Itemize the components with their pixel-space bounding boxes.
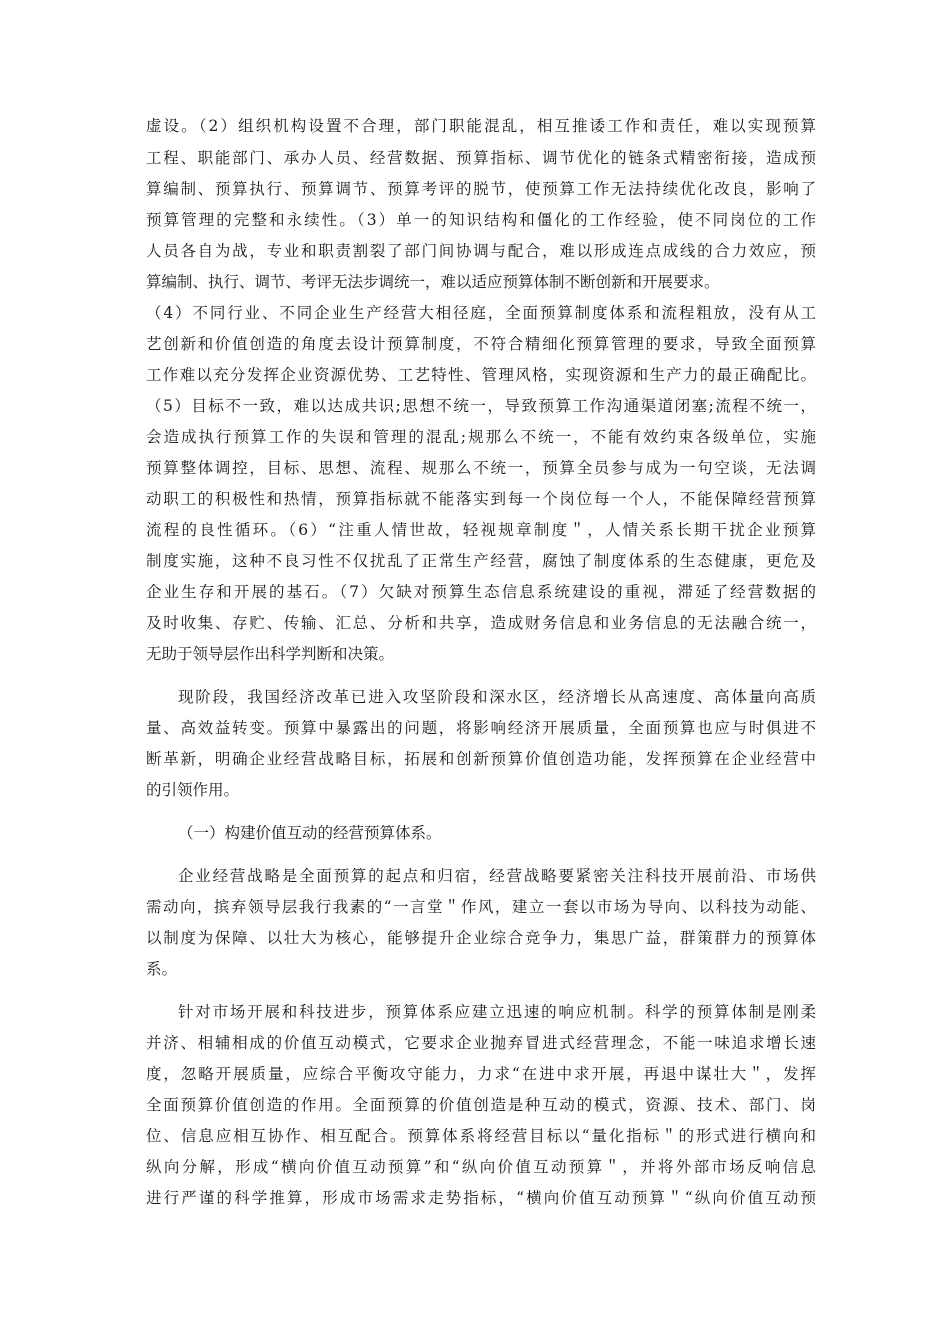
text-line: 位、信息应相互协作、相互配合。预算体系将经营目标以“量化指标＂的形式进行横向和 (146, 1127, 816, 1145)
text-line: 预算管理的完整和永续性。（3）单一的知识结构和僵化的工作经验，使不同岗位的工作 (146, 211, 816, 229)
text-line: 算编制、执行、调节、考评无法步调统一，难以适应预算体制不断创新和开展要求。 (146, 273, 720, 291)
text-line: 针对市场开展和科技进步，预算体系应建立迅速的响应机制。科学的预算体制是刚柔 (178, 1003, 816, 1021)
text-line: 虚设。（2）组织机构设置不合理，部门职能混乱，相互推诿工作和责任，难以实现预算 (146, 117, 816, 135)
text-line: 算编制、预算执行、预算调节、预算考评的脱节，使预算工作无法持续优化改良，影响了 (146, 180, 816, 198)
text-line: 企业经营战略是全面预算的起点和归宿，经营战略要紧密关注科技开展前沿、市场供 (178, 867, 816, 885)
text-line: 的引领作用。 (146, 781, 240, 799)
text-line: 需动向，摈弃领导层我行我素的“一言堂＂作风，建立一套以市场为导向、以科技为动能、 (146, 898, 816, 916)
text-line: 无助于领导层作出科学判断和决策。 (146, 645, 395, 663)
text-line: 全面预算价值创造的作用。全面预算的价值创造是种互动的模式，资源、技术、部门、岗 (146, 1096, 816, 1114)
text-line: 动职工的积极性和热情，预算指标就不能落实到每一个岗位每一个人，不能保障经营预算 (146, 490, 816, 508)
text-line: 流程的良性循环。（6）“注重人情世故，轻视规章制度＂，人情关系长期干扰企业预算 (146, 521, 816, 539)
text-line: 以制度为保障、以壮大为核心，能够提升企业综合竞争力，集思广益，群策群力的预算体 (146, 929, 816, 947)
section-heading: （一）构建价值互动的经营预算体系。 (178, 824, 442, 842)
text-line: 制度实施，这种不良习性不仅扰乱了正常生产经营，腐蚀了制度体系的生态健康，更危及 (146, 552, 816, 570)
text-line: （5）目标不一致，难以达成共识;思想不统一，导致预算工作沟通渠道闭塞;流程不统一， (146, 397, 816, 415)
text-line: （4）不同行业、不同企业生产经营大相径庭，全面预算制度体系和流程粗放，没有从工 (146, 304, 816, 322)
text-line: 预算整体调控，目标、思想、流程、规那么不统一，预算全员参与成为一句空谈，无法调 (146, 459, 816, 477)
text-line: 并济、相辅相成的价值互动模式，它要求企业抛弃冒进式经营理念，不能一味追求增长速 (146, 1034, 816, 1052)
text-line: 企业生存和开展的基石。（7）欠缺对预算生态信息系统建设的重视，滞延了经营数据的 (146, 583, 816, 601)
text-line: 量、高效益转变。预算中暴露出的问题，将影响经济开展质量，全面预算也应与时俱进不 (146, 719, 816, 737)
text-line: 现阶段，我国经济改革已进入攻坚阶段和深水区，经济增长从高速度、高体量向高质 (178, 688, 816, 706)
text-line: 会造成执行预算工作的失误和管理的混乱;规那么不统一，不能有效约束各级单位，实施 (146, 428, 816, 446)
text-line: 及时收集、存贮、传输、汇总、分析和共享，造成财务信息和业务信息的无法融合统一， (146, 614, 816, 632)
text-line: 工程、职能部门、承办人员、经营数据、预算指标、调节优化的链条式精密衔接，造成预 (146, 149, 816, 167)
text-line: 度，忽略开展质量，应综合平衡攻守能力，力求“在进中求开展，再退中谋壮大＂，发挥 (146, 1065, 816, 1083)
text-line: 艺创新和价值创造的角度去设计预算制度，不符合精细化预算管理的要求，导致全面预算 (146, 335, 816, 353)
text-line: 进行严谨的科学推算，形成市场需求走势指标，“横向价值互动预算＂“纵向价值互动预 (146, 1189, 816, 1207)
text-line: 人员各自为战，专业和职责割裂了部门间协调与配合，难以形成连点成线的合力效应，预 (146, 242, 816, 260)
text-line: 系。 (146, 960, 178, 978)
text-line: 工作难以充分发挥企业资源优势、工艺特性、管理风格，实现资源和生产力的最正确配比。 (146, 366, 816, 384)
text-line: 纵向分解，形成“横向价值互动预算”和“纵向价值互动预算＂，并将外部市场反响信息 (146, 1158, 816, 1176)
text-line: 断革新，明确企业经营战略目标，拓展和创新预算价值创造功能，发挥预算在企业经营中 (146, 750, 816, 768)
